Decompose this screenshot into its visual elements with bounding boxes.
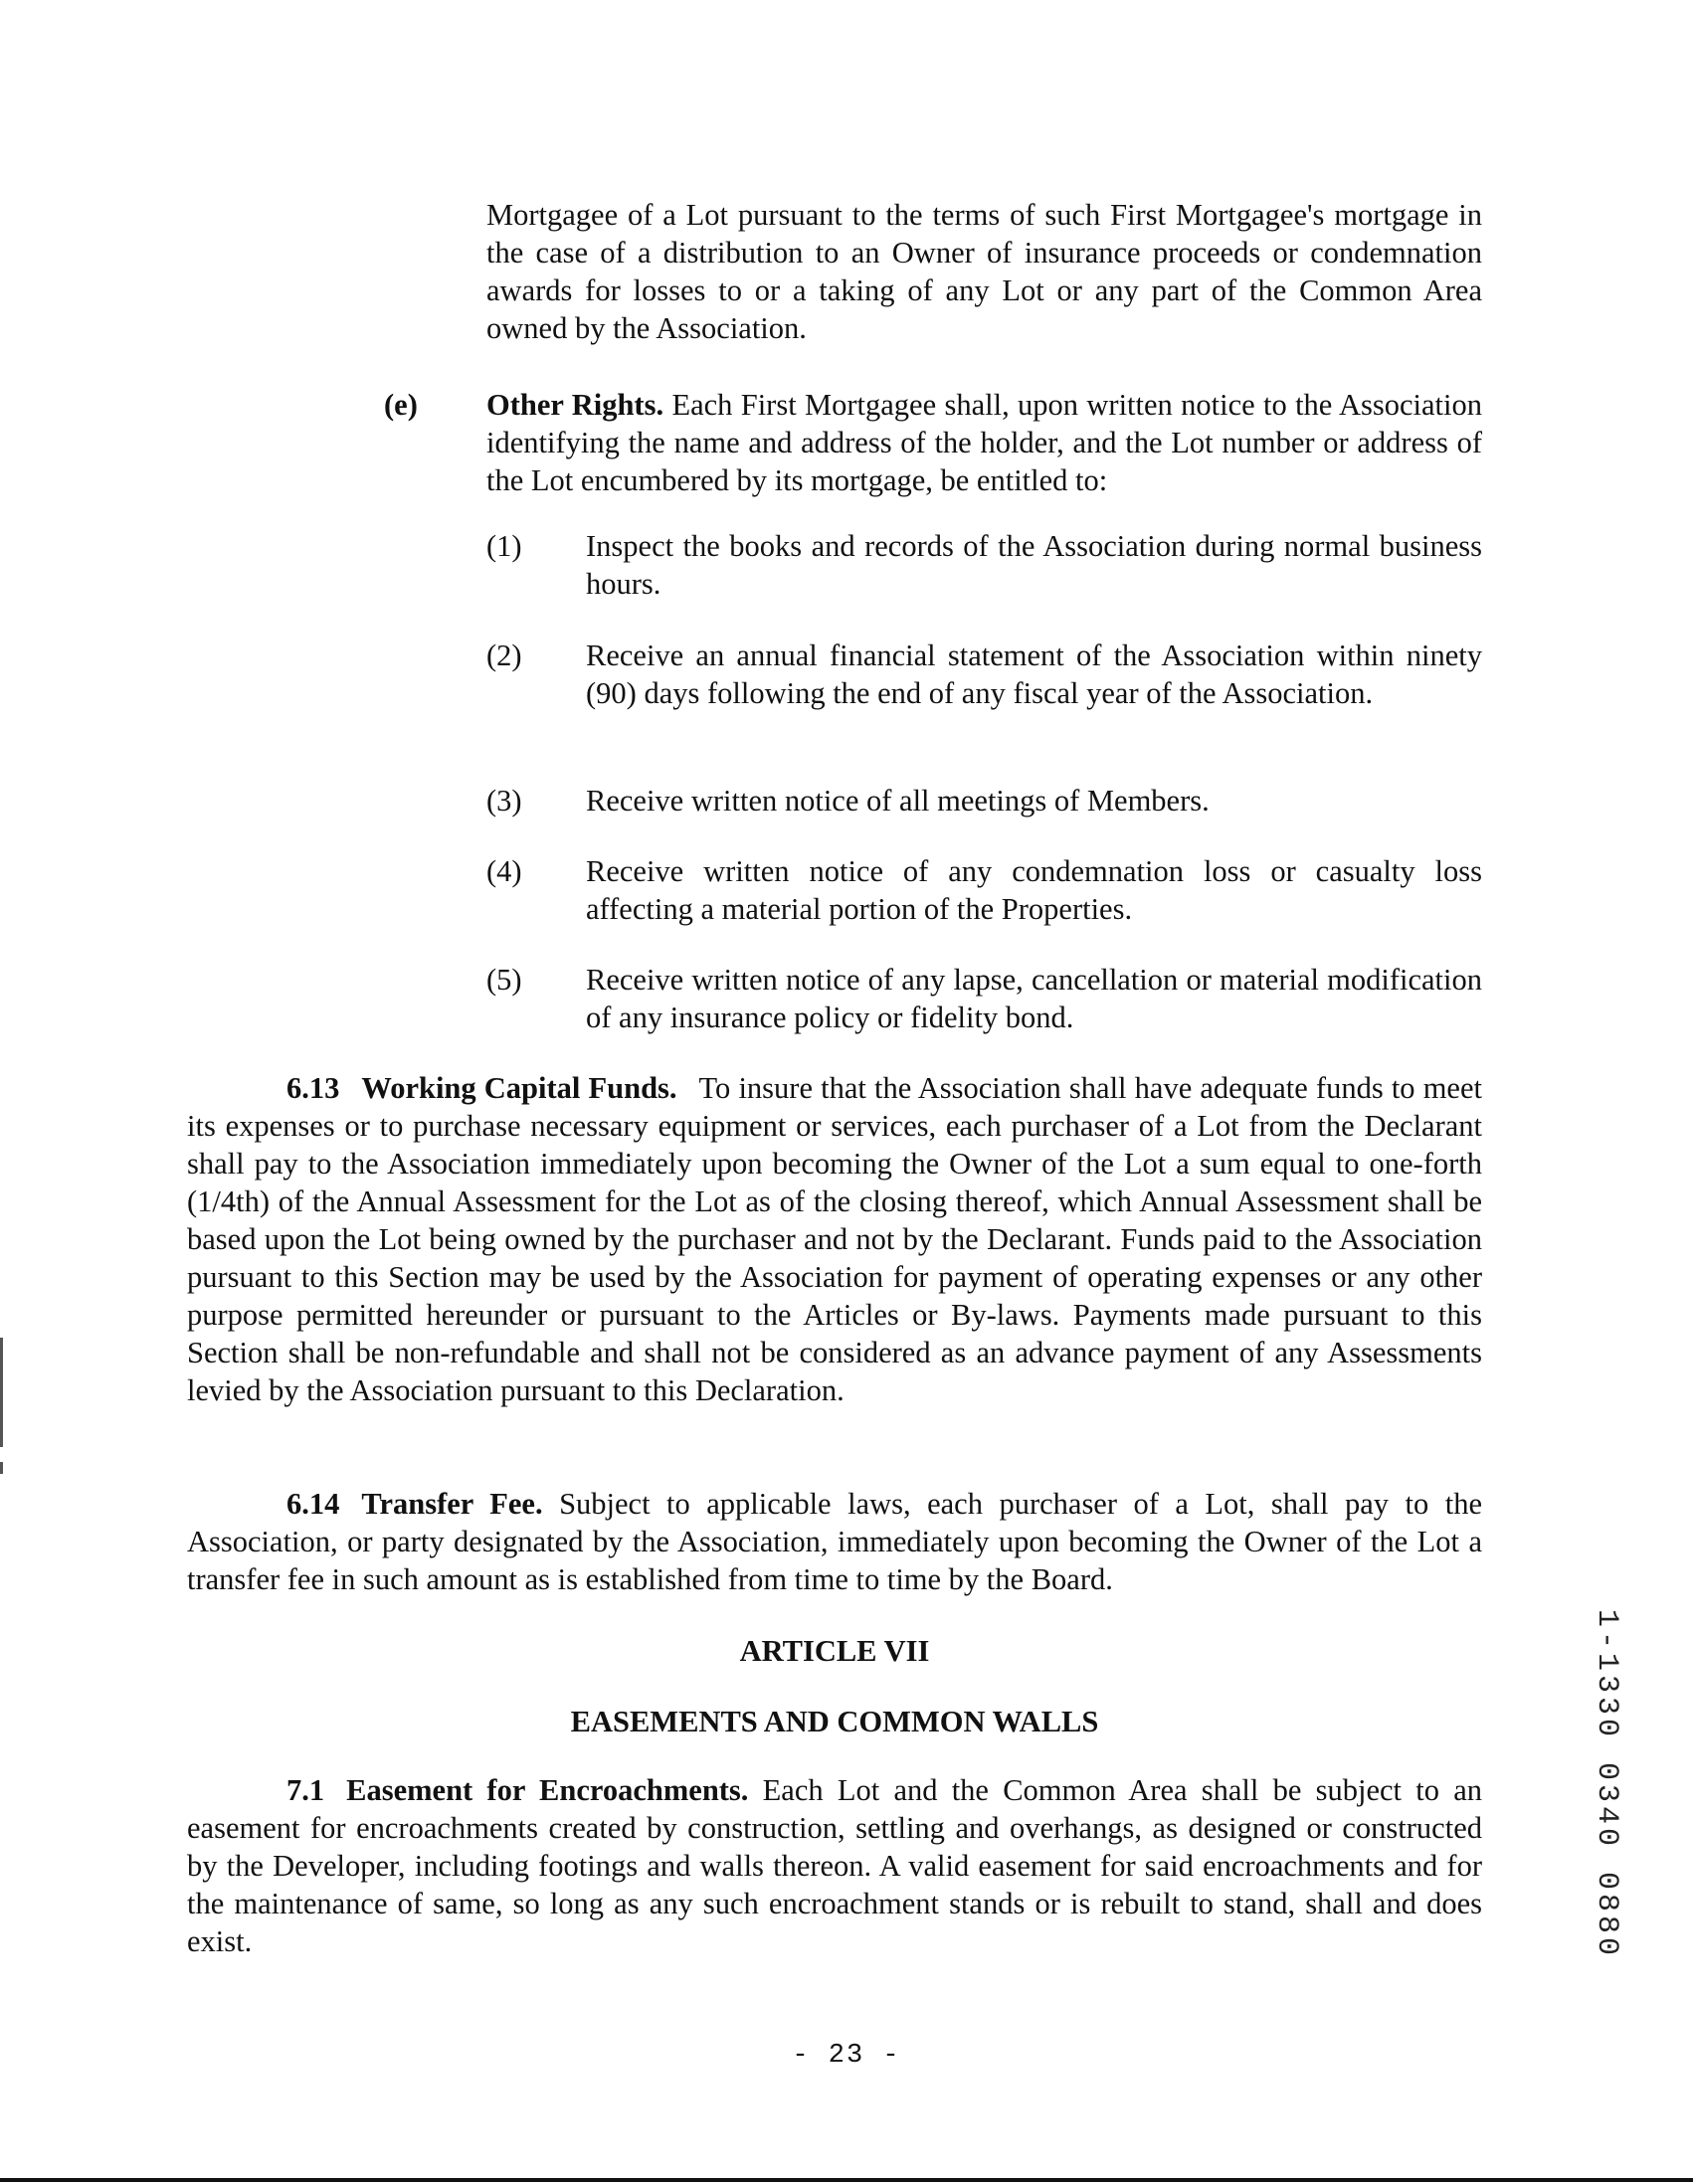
scan-edge-mark [0,1338,3,1447]
section-6-14-heading: Transfer Fee. [361,1487,543,1521]
side-stamp: 1-1330 0340 0880 [1590,1609,1623,1960]
intro-paragraph: Mortgagee of a Lot pursuant to the terms of such First Mortgagee's mortgage in the case of a distribution to an Owner of insurance proceeds or condemnation awards for losses to or a taking of any Lot or any part of the Common Area owned by the Association. [486,198,1482,345]
item-4-label: (4) [486,854,522,888]
section-7-1 [187,1771,1482,1960]
section-7-1-number: 7.1 [286,1773,325,1807]
section-e-heading: Other Rights. [486,388,664,422]
section-e-text: Each First Mortgagee shall, upon written notice to the Association identifying the name and address of the holder, and the Lot number or address of the Lot encumbered by its mortgage, be entitled to: [486,388,1483,497]
article-subtitle: EASEMENTS AND COMMON WALLS [570,1705,1099,1738]
item-2-label: (2) [486,638,522,672]
section-e-paragraph [486,386,1482,499]
item-5-label: (5) [486,963,522,997]
section-6-14 [187,1485,1482,1598]
item-4-text: Receive written notice of any condemnation loss or casualty loss affecting a material portion of the Properties. [586,854,1482,926]
section-6-13-text: To insure that the Association shall have adequate funds to meet its expenses or to purchase necessary equipment or services, each purchaser of a Lot from the Declarant shall pay to the Association immediately upon becoming the Owner of the Lot a sum equal to one-forth (1/4th) of the Annual Assessment for the Lot as of the closing thereof, which Annual Assessment shall be based upon the Lot being owned by the purchaser and not by the Declarant. Funds paid to the Association pursuant to this Section may be used by the Association for payment of operating expenses or any other purpose permitted hereunder or pursuant to the Articles or By-laws. Payments made pursuant to this Section shall be non-refundable and shall not be considered as an advance payment of any Assessments levied by the Association pursuant to this Declaration. [187,1071,1482,1407]
section-7-1-text: Each Lot and the Common Area shall be subject to an easement for encroachments created by construction, settling and overhangs, as designed or constructed by the Developer, including footings and walls thereon. A valid easement for said encroachments and for the maintenance of same, so long as any such encroachment stands or is rebuilt to stand, shall and does exist. [187,1773,1482,1958]
section-6-13 [187,1069,1482,1409]
item-3-label: (3) [486,784,522,818]
item-3-text: Receive written notice of all meetings of Members. [586,784,1210,818]
section-6-14-number: 6.14 [286,1487,340,1521]
item-1-text: Inspect the books and records of the Association during normal business hours. [586,529,1482,601]
item-2-text: Receive an annual financial statement of the Association within ninety (90) days following the end of any fiscal year of the Association. [586,638,1482,710]
section-6-13-heading: Working Capital Funds. [361,1071,677,1105]
section-e-label: (e) [384,388,418,422]
section-6-14-text: Subject to applicable laws, each purchaser of a Lot, shall pay to the Association, or party designated by the Association, immediately upon becoming the Owner of the Lot a transfer fee in such amount as is established from time to time by the Board. [187,1487,1482,1596]
page-number: - 23 - [792,2041,901,2071]
item-5-text: Receive written notice of any lapse, cancellation or material modification of any insurance policy or fidelity bond. [586,963,1482,1034]
bottom-scan-edge [0,2178,1693,2182]
section-7-1-heading: Easement for Encroachments. [346,1773,749,1807]
section-6-13-number: 6.13 [286,1071,340,1105]
scan-edge-mark [0,1462,3,1474]
item-1-label: (1) [486,529,522,563]
article-title: ARTICLE VII [739,1634,930,1668]
